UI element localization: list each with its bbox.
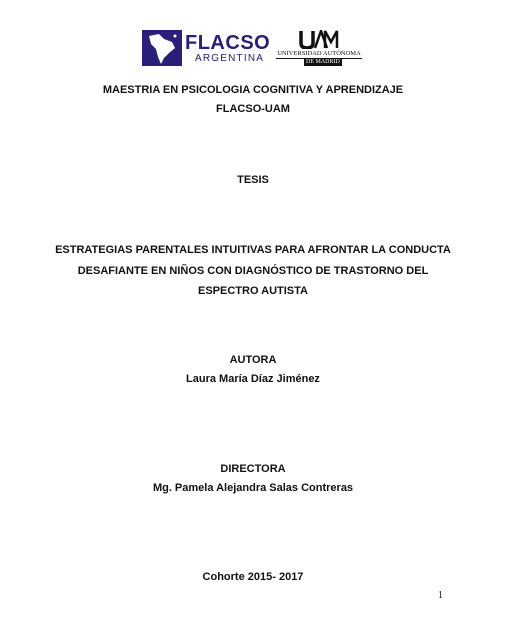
director-name: Mg. Pamela Alejandra Salas Contreras	[152, 482, 354, 494]
page-number: 1	[438, 590, 443, 601]
program-name: MAESTRIA EN PSICOLOGIA COGNITIVA Y APRENDIZAJE	[102, 84, 404, 96]
director-label: DIRECTORA	[220, 463, 286, 475]
thesis-title-line: DESAFIANTE EN NIÑOS CON DIAGNÓSTICO DE TRASTORNO DEL	[77, 264, 429, 277]
uam-name: UNIVERSIDAD AUTÓNOMA	[277, 50, 361, 57]
author-name: Laura María Díaz Jiménez	[186, 373, 320, 385]
flacso-country: ARGENTINA	[195, 53, 265, 64]
flacso-name: FLACSO	[185, 32, 271, 54]
flacso-logo	[142, 30, 182, 71]
flacso-map-icon	[142, 30, 182, 66]
header-logos	[0, 0, 506, 75]
thesis-title	[40, 240, 466, 302]
thesis-title-line: ESPECTRO AUTISTA	[197, 285, 308, 297]
uam-emblem-icon	[299, 30, 339, 49]
cohort: Cohorte 2015- 2017	[202, 571, 304, 583]
flacso-wordmark	[185, 33, 270, 65]
thesis-title-line: ESTRATEGIAS PARENTALES INTUITIVAS PARA AFRONTAR LA CONDUCTA	[55, 244, 451, 256]
author-label: AUTORA	[229, 354, 277, 366]
document-type: TESIS	[237, 174, 269, 186]
uam-city: DE MADRID	[306, 59, 340, 65]
program-institution: FLACSO-UAM	[216, 103, 290, 115]
